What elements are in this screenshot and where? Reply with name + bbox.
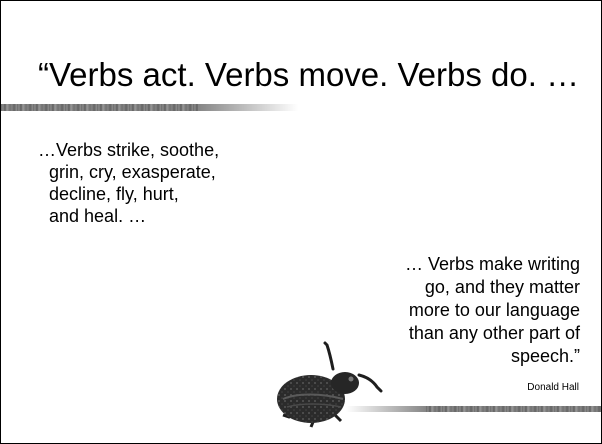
left-quote-line: and heal. … (49, 206, 147, 226)
bottom-rule (426, 406, 601, 412)
right-quote-line: go, and they matter (424, 277, 580, 297)
left-quote-line: …Verbs strike, soothe, (38, 140, 220, 160)
left-quote-block (38, 139, 219, 227)
slide-title: “Verbs act. Verbs move. Verbs do. … (38, 56, 580, 93)
right-quote-line: … Verbs make writing (404, 254, 580, 274)
left-quote-line: grin, cry, exasperate, (49, 162, 216, 182)
quote-attribution: Donald Hall (527, 382, 579, 393)
beetle-icon (271, 339, 391, 429)
right-quote-line: more to our language (408, 300, 580, 320)
right-quote-line: than any other part of (408, 323, 580, 343)
right-quote-line: speech.” (510, 346, 580, 366)
left-quote-line: decline, fly, hurt, (49, 184, 179, 204)
title-underline-rule (1, 104, 198, 111)
